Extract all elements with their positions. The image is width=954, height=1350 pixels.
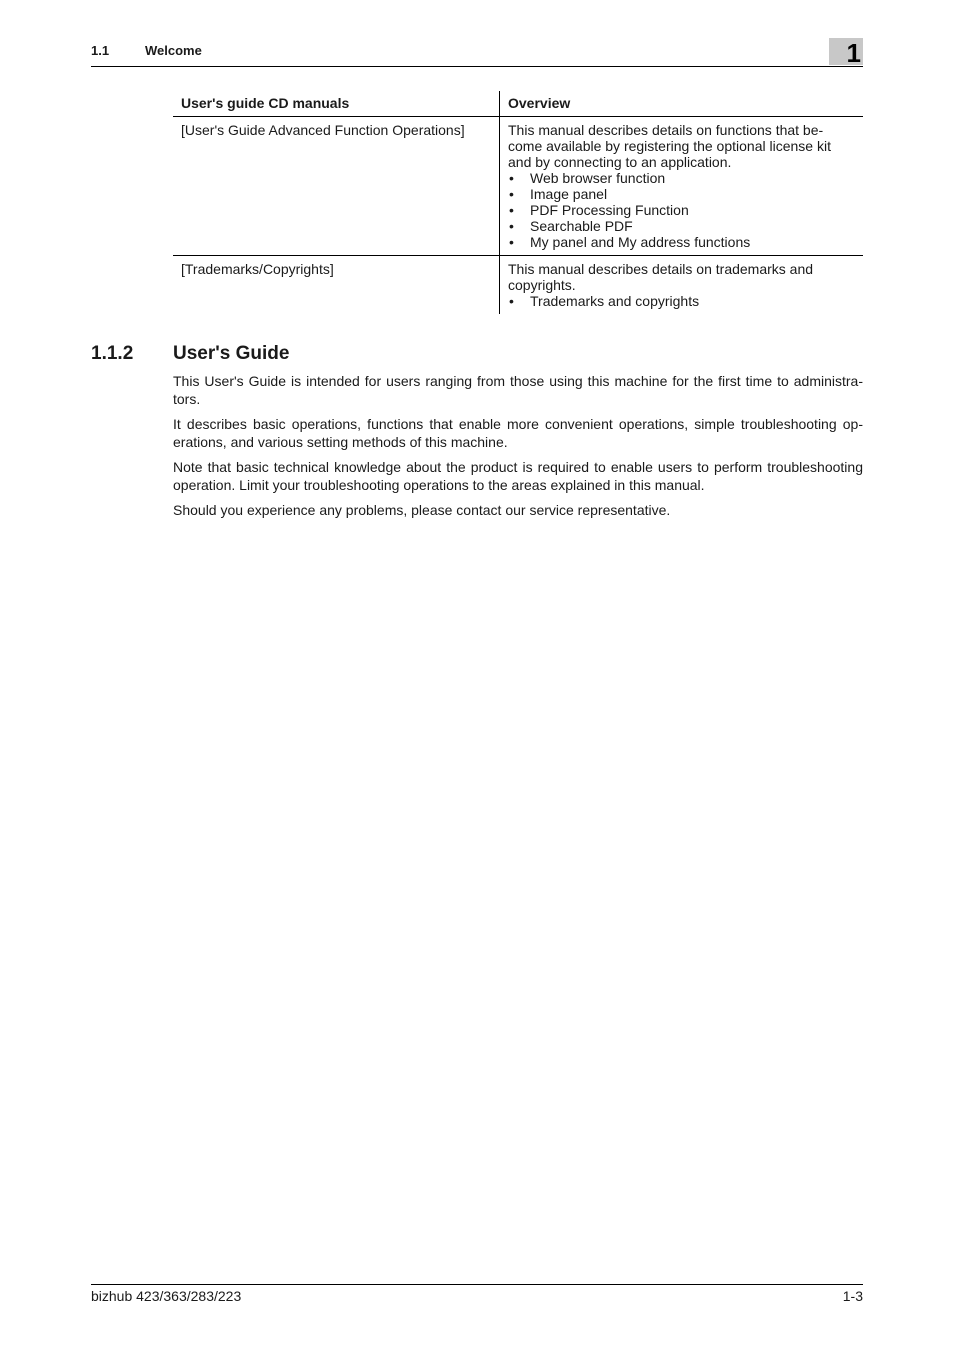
paragraph: Note that basic technical knowledge about the product is required to enable users to perform troubleshooting operation. Limit your troubleshooting operations to the areas explained in this manual. [173,459,863,493]
header-section-title: Welcome [145,43,202,58]
overview-line: copyrights. [508,277,576,293]
feature-list [508,293,855,309]
table-row [173,256,863,315]
overview-line: This manual describes details on functions that be- [508,122,824,138]
page-footer [91,1284,863,1304]
list-item: • Searchable PDF [508,218,855,234]
header-section-number: 1.1 [91,43,110,58]
manuals-table [173,91,863,314]
chapter-badge: 1 [829,38,863,65]
table-header-row [173,91,863,117]
list-item: • Trademarks and copyrights [508,293,855,309]
page-header [91,40,863,67]
section-title: User's Guide [173,343,290,364]
paragraph: Should you experience any problems, please contact our service representative. [173,502,671,518]
overview-line: come available by registering the optional license kit [508,138,831,154]
feature-list [508,170,855,250]
footer-model: bizhub 423/363/283/223 [91,1288,242,1304]
manual-name: [Trademarks/Copyrights] [173,256,500,315]
column-header-overview: Overview [500,91,864,117]
list-item: • Image panel [508,186,855,202]
section-number: 1.1.2 [91,343,134,364]
section-body [173,373,863,528]
manual-overview [500,117,864,256]
list-item: • PDF Processing Function [508,202,855,218]
overview-line: This manual describes details on trademarks and [508,261,814,277]
overview-line: and by connecting to an application. [508,154,732,170]
list-item: • Web browser function [508,170,855,186]
list-item: • My panel and My address functions [508,234,855,250]
paragraph: It describes basic operations, functions that enable more convenient operations, simple troubleshooting op-erations, and various setting methods of this machine. [173,416,863,450]
column-header-manuals: User's guide CD manuals [173,91,500,117]
table-row [173,117,863,256]
footer-page-number: 1-3 [842,1288,863,1304]
paragraph: This User's Guide is intended for users ranging from those using this machine for the first time to administra-tors. [173,373,863,407]
manual-name: [User's Guide Advanced Function Operations] [173,117,500,256]
manual-overview [500,256,864,315]
